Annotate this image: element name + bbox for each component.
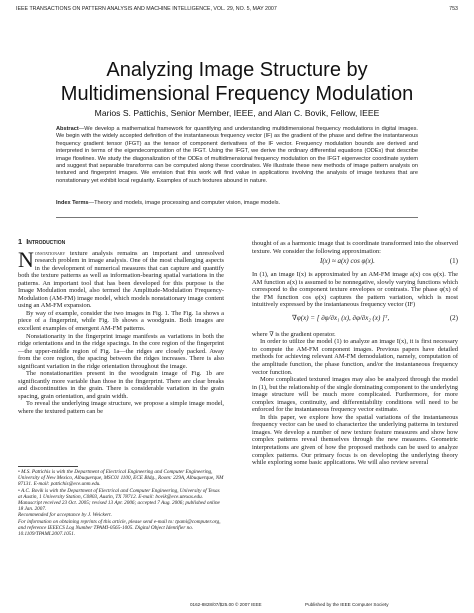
equation-2-number: (2) xyxy=(449,313,458,322)
intro-paragraph-5: To reveal the underlying image structure, we propose a simple image model, where the textured pattern can be xyxy=(18,400,224,416)
equation-1-body: I(x) ≈ a(x) cos φ(x). xyxy=(320,257,375,266)
section-title: Introduction xyxy=(26,237,66,246)
right-paragraph-5: More complicated textured images may also be analyzed through the model in (1), but the relationship of the single dominating component to the underlying image structure will be much more complicated. Furthermore, for more complex images, continuity, and differentiability conditions will need to be enforced for the instantaneous frequency vector estimate. xyxy=(252,376,458,414)
right-paragraph-4: In order to utilize the model (1) to analyze an image I(x), it is first necessary to compute the AM-FM component images. Previous papers have detailed methods for achieving relevant AM-FM demodulation, namely, computation of the amplitude function, the phase function, and/or the instantaneous frequency vector function. xyxy=(252,338,458,376)
intro-paragraph-1: Nonstationary texture analysis remains an important and unresolved research problem in image analysis. One of the most challenging aspects in the development of numerical measures that can capture and quantify both the texture patterns as well as information-bearing spatial variations in the patterns. An important tool that has been developed for this purpose is the Image Modulation model, also termed the Amplitude-Modulation Frequency-Modulation (AM-FM) image model, which models nonstationary image content using an AM-FM expansion. xyxy=(18,246,224,310)
equation-2-body: ∇φ(x) = [ ∂φ/∂x₁ (x), ∂φ/∂x₂ (x) ]ᵀ, xyxy=(292,313,390,322)
footnote-author-1: • M.S. Pattichis is with the Department of Electrical Engineering and Computer Engineering, University of New Mexico, Albuquerque, MSC01 1100, ECE Bldg., Room: 229A, Albuquerque, NM 87131. E-mail: pattichis@ece.unm.edu. xyxy=(18,469,224,488)
footnotes xyxy=(18,469,224,537)
footnote-rule xyxy=(18,466,78,467)
right-paragraph-3: where ∇ is the gradient operator. xyxy=(252,330,336,338)
index-terms-text: —Theory and models, image processing and computer vision, image models. xyxy=(88,200,281,206)
right-paragraph-2: In (1), an image I(x) is approximated by an AM-FM image a(x) cos φ(x). The AM function a(x) is assumed to be nonnegative, slowly varying functions which correspond to the component texture envelopes or contrasts. The phase φ(x) of the FM function cos φ(x) captures the pattern variation, which is most intuitively expressed by the instantaneous frequency vector (IF) xyxy=(252,271,458,309)
intro-paragraph-4: The nonstationarities present in the woodgrain image of Fig. 1b are significantly more variable than those in the fingerprint. There are clear breaks and discontinuities in the grain. There is considerable variation in the grain spacing, grain orientation, and grain width. xyxy=(18,370,224,400)
journal-name: IEEE TRANSACTIONS ON PATTERN ANALYSIS AND MACHINE INTELLIGENCE, VOL. 29, NO. 5, MAY 2007 xyxy=(16,6,277,12)
section-heading xyxy=(18,238,224,246)
publisher-line: Published by the IEEE Computer Society xyxy=(305,602,389,607)
paper-title xyxy=(0,58,474,106)
page-number: 753 xyxy=(449,6,458,12)
index-terms xyxy=(56,200,418,207)
footnote-recommended: Recommended for acceptance by J. Weickert. xyxy=(18,512,112,519)
drop-cap: N xyxy=(18,246,34,272)
footnote-author-2: • A.C. Bovik is with the Department of Electrical and Computer Engineering, University of Texas at Austin, 1 University Station, C0803, Austin, TX 78712. E-mail: bovik@ece.utexas.edu. xyxy=(18,487,220,500)
right-column xyxy=(252,240,458,467)
intro-paragraph-3: Nonstationarity in the fingerprint image manifests as variations in both the ridge orientations and in the ridge spacings. In the core region of the fingerprint—the upper-middle region of Fig. 1a—the ridges are closely packed. Away from the core region, the spacing between the ridges increases. There is also significant variation in the ridge orientation throughout the image. xyxy=(18,332,224,370)
author-list: Marios S. Pattichis, Senior Member, IEEE, and Alan C. Bovik, Fellow, IEEE xyxy=(94,108,380,118)
footnote-received: Manuscript received 23 Oct. 2005; revised 13 Apr. 2006; accepted 7 Aug. 2006; published online 18 Jan. 2007. xyxy=(18,500,220,513)
title-line-1: Analyzing Image Structure by xyxy=(106,59,368,81)
title-line-2: Multidimensional Frequency Modulation xyxy=(60,83,414,105)
abstract-divider xyxy=(56,217,418,218)
copyright-code: 0162-8828/07/$25.00 © 2007 IEEE xyxy=(190,602,262,607)
right-paragraph-6: In this paper, we explore how the spatial variations of the instantaneous frequency vector can be used to characterize the underlying patterns in textured images. We develop a number of new texture feature measures and show how complex patterns reveal themselves through the new measures. Geometric interpretations are given of how the proposed methods can be used to analyze complex patterns. Our primary focus is on developing the underlying theory while exploring some basic applications. We will also review several xyxy=(252,413,458,467)
abstract-label: Abstract xyxy=(56,126,79,132)
abstract-text: —We develop a mathematical framework for quantifying and understanding multidimensional frequency modulations in digital images. We begin with the widely accepted definition of the instantaneous frequency vector (IF) as the gradient of the phase and define the instantaneous frequency gradient tensor (IFGT) as the tensor of component derivatives of the IF vector. Frequency modulation bounds are derived and interpreted in terms of the eigendecomposition of the IFGT. Using the IFGT, we derive the ordinary differential equations (ODEs) that describe image flowlines. We study the diagonalization of the ODEs of multidimensional frequency modulation on the IFGT eigenvector coordinate system and suggest that separable transforms can be computed along these coordinates. We illustrate these new methods of image pattern analysis on textured and fingerprint images. We envision that this work will find value in applications involving the analysis of image textures that are nonstationary yet exhibit local regularity. Examples of such textures abound in nature. xyxy=(56,126,418,184)
equation-1-number: (1) xyxy=(449,257,458,266)
lead-word: onstationary xyxy=(34,249,66,257)
running-header xyxy=(16,6,458,16)
equation-2 xyxy=(252,309,458,331)
equation-1 xyxy=(252,255,458,271)
right-paragraph-1: thought of as a harmonic image that is coordinate transformed into the observed texture. We consider the following approximation: xyxy=(252,240,458,255)
abstract xyxy=(56,126,418,185)
left-column xyxy=(18,238,224,416)
intro-paragraph-2: By way of example, consider the two images in Fig. 1. The Fig. 1a shows a piece of a fingerprint, while Fig. 1b shows a woodgrain. Both images are excellent examples of emergent AM-FM patterns. xyxy=(18,309,224,333)
section-number: 1 xyxy=(18,237,23,246)
index-terms-label: Index Terms xyxy=(56,200,89,206)
footnote-reprints: For information on obtaining reprints of this article, please send e-mail to: tpami@computer.org, and reference IEEECS Log Number TPAMI-0565-1005. Digital Object Identifier no. 10.1109/TPAMI.2007.1051. xyxy=(18,518,221,538)
